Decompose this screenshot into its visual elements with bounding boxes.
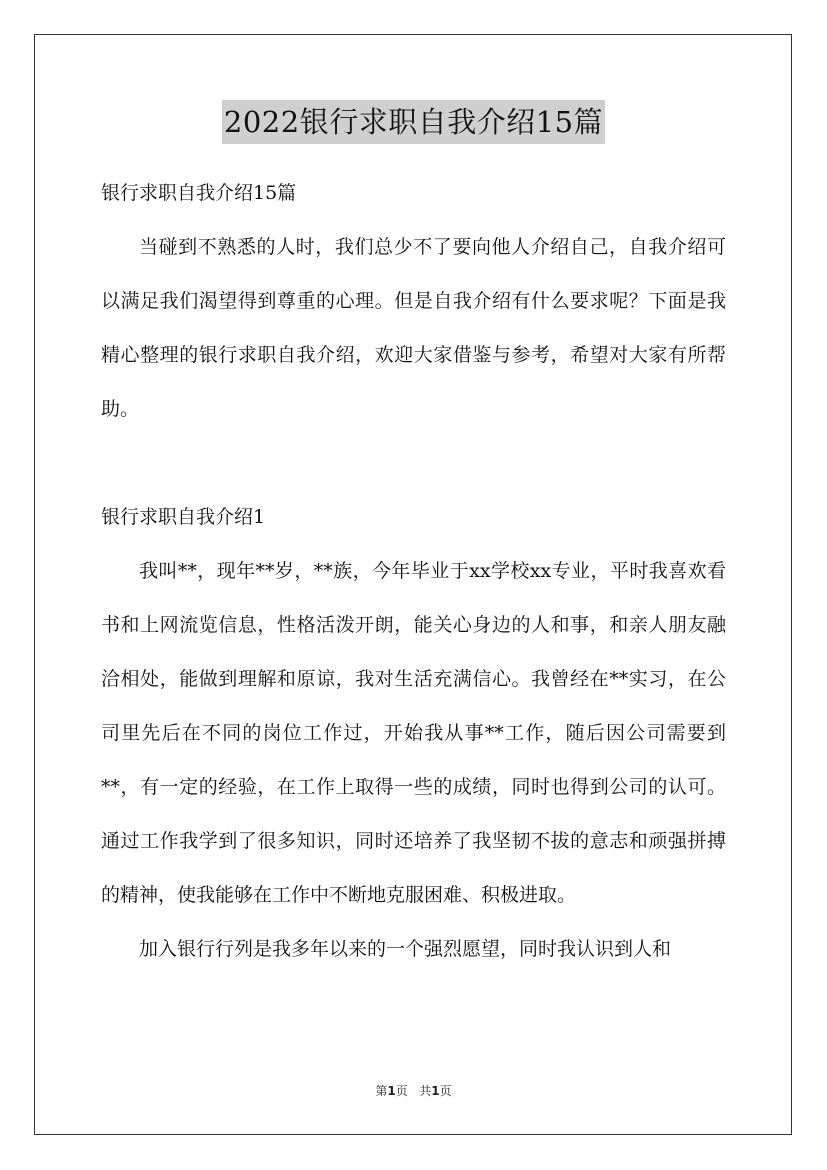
document-body — [101, 166, 726, 976]
page-label-suffix: 页 — [395, 1084, 408, 1098]
section-heading: 银行求职自我介绍1 — [101, 506, 266, 528]
document-title: 2022银行求职自我介绍15篇 — [222, 100, 605, 144]
page-number: 1 — [387, 1084, 396, 1098]
total-label-suffix: 页 — [439, 1084, 452, 1098]
intro-paragraph: 当碰到不熟悉的人时，我们总少不了要向他人介绍自己，自我介绍可以满足我们渴望得到尊重的心理。但是自我介绍有什么要求呢？下面是我精心整理的银行求职自我介绍，欢迎大家借鉴与参考，希望对大家有所帮助。 — [101, 236, 726, 420]
page-label-prefix: 第 — [375, 1084, 388, 1098]
section-paragraph-2: 加入银行行列是我多年以来的一个强烈愿望，同时我认识到人和 — [139, 938, 672, 960]
title-container — [0, 100, 827, 144]
total-label-prefix: 共 — [419, 1084, 432, 1098]
section-spacer — [101, 436, 726, 490]
total-pages: 1 — [431, 1084, 440, 1098]
document-subtitle: 银行求职自我介绍15篇 — [101, 182, 297, 204]
page-footer — [0, 1082, 827, 1099]
section-paragraph-1: 我叫**，现年**岁，**族，今年毕业于xx学校xx专业，平时我喜欢看书和上网流览信息，性格活泼开朗，能关心身边的人和事，和亲人朋友融洽相处，能做到理解和原谅，我对生活充满信心。我曾经在**实习，在公司里先后在不同的岗位工作过，开始我从事**工作，随后因公司需要到**，有一定的经验，在工作上取得一些的成绩，同时也得到公司的认可。通过工作我学到了很多知识，同时还培养了我坚韧不拔的意志和顽强拼搏的精神，使我能够在工作中不断地克服困难、积极进取。 — [101, 560, 726, 906]
